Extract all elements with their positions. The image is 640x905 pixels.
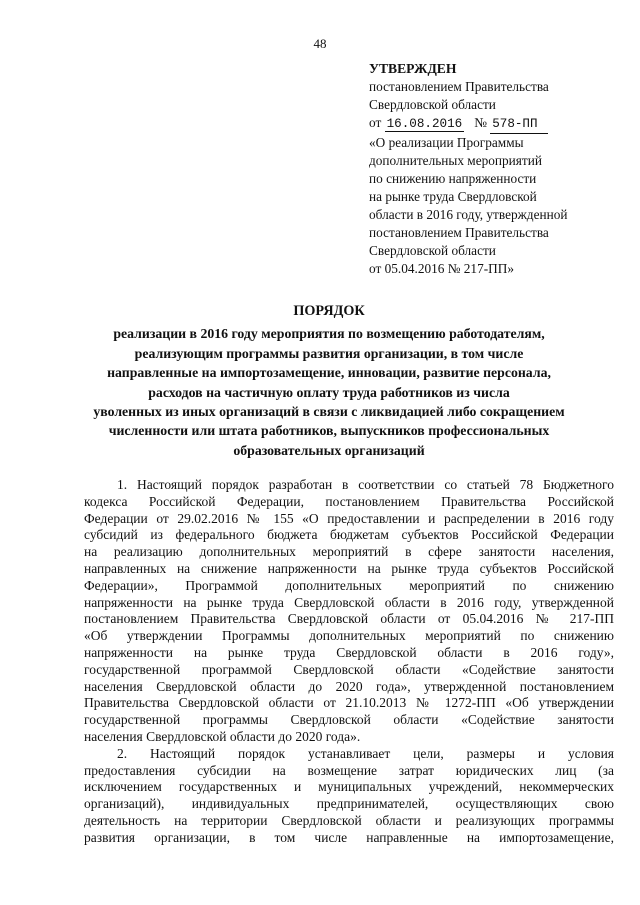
approval-heading: УТВЕРЖДЕН xyxy=(369,61,457,76)
text-line: организаций), индивидуальных предпринимателей, осуществляющих свою xyxy=(84,796,614,812)
document-body xyxy=(84,477,614,847)
approval-title-line: на рынке труда Свердловской xyxy=(369,189,537,204)
text-line: напряженности на рынке труда Свердловской области в 2016 году, утвержденной xyxy=(84,594,614,610)
text-line: направленных на снижение напряженности на рынке труда субъектов Российской xyxy=(84,560,614,576)
text-line: 2. Настоящий порядок устанавливает цели, размеры и условия xyxy=(117,745,614,761)
text-line: населения Свердловской области до 2020 года». xyxy=(84,728,361,744)
text-line: субсидий из федерального бюджета бюджетам субъектов Российской Федерации xyxy=(84,527,614,543)
approval-block xyxy=(369,60,619,278)
approval-title-line: «О реализации Программы xyxy=(369,135,524,150)
title-line: направленные на импортозамещение, инновации, развитие персонала, xyxy=(107,365,551,381)
page-number: 48 xyxy=(313,36,327,51)
document-title xyxy=(84,302,574,460)
approval-date-line xyxy=(369,114,619,134)
approval-title-line: по снижению напряженности xyxy=(369,171,537,186)
text-line: государственной программой Свердловской области «Содействие занятости xyxy=(84,661,614,677)
approval-title-line: Свердловской области xyxy=(369,243,496,258)
text-line: «Об утверждении Программы дополнительных мероприятий по снижению xyxy=(84,628,614,644)
text-line: Федерации», Программой дополнительных мероприятий по снижению xyxy=(84,577,614,593)
text-line: населения Свердловской области до 2020 года», утвержденной постановлением xyxy=(84,678,614,694)
text-line: кодекса Российской Федерации, постановлением Правительства Российской xyxy=(84,493,614,509)
approval-date: 16.08.2016 xyxy=(386,117,463,131)
approval-line: постановлением Правительства xyxy=(369,79,549,94)
title-heading: ПОРЯДОК xyxy=(293,303,365,319)
title-line: образовательных организаций xyxy=(233,442,425,458)
number-prefix: № xyxy=(474,115,487,130)
title-line: расходов на частичную оплату труда работников из числа xyxy=(148,384,510,400)
text-line: исключением государственных и муниципальных учреждений, некоммерческих xyxy=(84,779,614,795)
text-line: деятельность на территории Свердловской области и реализующих программы xyxy=(84,812,614,828)
approval-title-line: дополнительных мероприятий xyxy=(369,153,542,168)
approval-title-line: области в 2016 году, утвержденной xyxy=(369,207,568,222)
date-prefix: от xyxy=(369,115,382,130)
title-line: реализующим программы развития организации, в том числе xyxy=(134,345,524,361)
text-line: развития организации, в том числе направленные на импортозамещение, xyxy=(84,829,614,845)
title-line: реализации в 2016 году мероприятия по возмещению работодателям, xyxy=(113,326,545,342)
text-line: предоставления субсидии на возмещение затрат юридических лиц (за xyxy=(84,762,614,778)
text-line: напряженности на рынке труда Свердловской области в 2016 году», xyxy=(84,644,614,660)
title-line: уволенных из иных организаций в связи с ликвидацией либо сокращением xyxy=(93,404,565,420)
text-line: на реализацию дополнительных мероприятий в сфере занятости населения, xyxy=(84,544,614,560)
approval-number: 578-ПП xyxy=(490,115,548,134)
paragraph-1 xyxy=(84,477,614,746)
text-line: Федерации от 29.02.2016 № 155 «О предоставлении и распределении в 2016 году xyxy=(84,510,614,526)
text-line: государственной программы Свердловской области «Содействие занятости xyxy=(84,712,614,728)
text-line: постановлением Правительства Свердловской области от 05.04.2016 № 217-ПП xyxy=(84,611,614,627)
text-line: 1. Настоящий порядок разработан в соответствии со статьей 78 Бюджетного xyxy=(117,477,614,492)
text-line: Правительства Свердловской области от 21.10.2013 № 1272-ПП «Об утверждении xyxy=(84,695,614,711)
title-line: численности или штата работников, выпускников профессиональных xyxy=(108,423,550,439)
approval-line: Свердловской области xyxy=(369,97,496,112)
approval-title-line: от 05.04.2016 № 217-ПП» xyxy=(369,261,515,276)
approval-title-line: постановлением Правительства xyxy=(369,225,549,240)
paragraph-2 xyxy=(84,746,614,847)
